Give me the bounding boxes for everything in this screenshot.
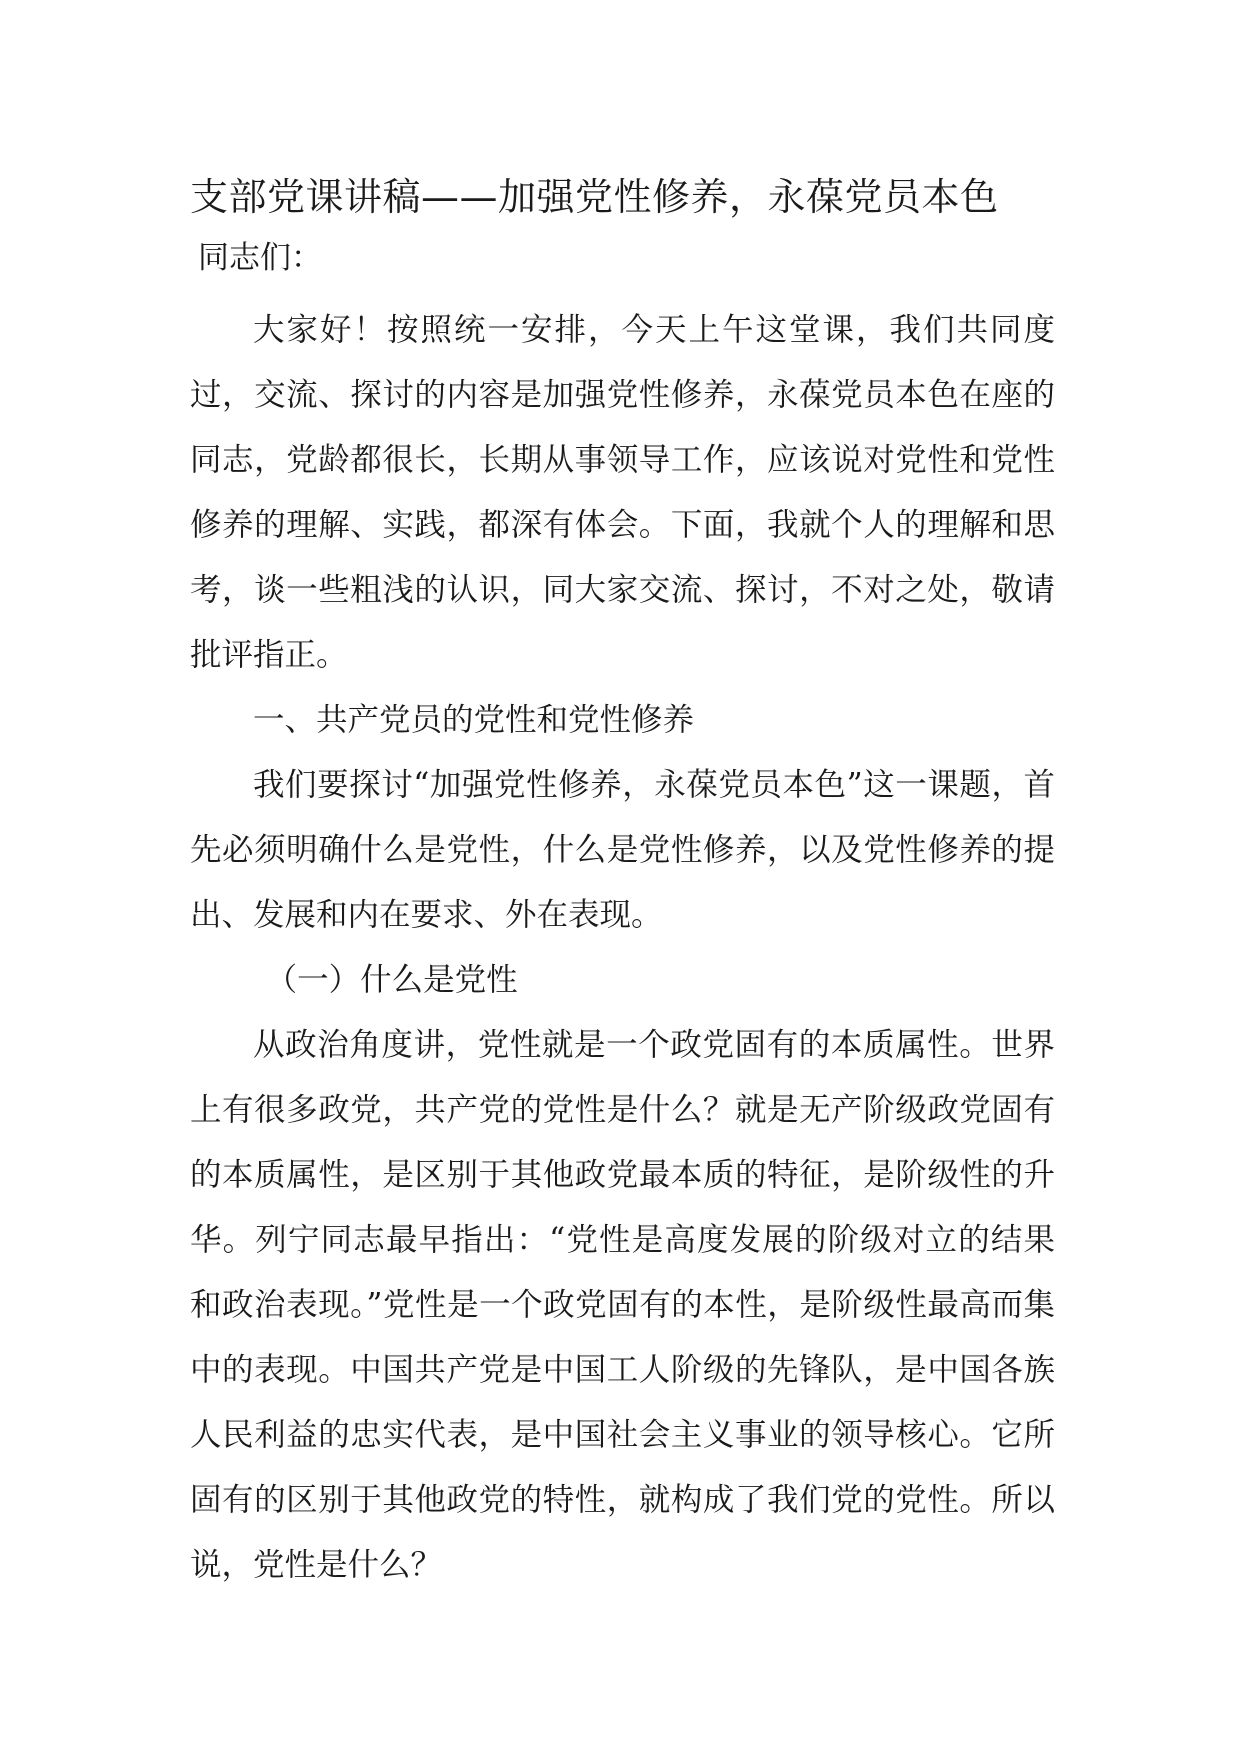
paragraph-subsection-1: 从政治角度讲，党性就是一个政党固有的本质属性。世界上有很多政党，共产党的党性是什么？就是无产阶级政党固有的本质属性，是区别于其他政党最本质的特征，是阶级性的升华。列宁同志最早指出：“党性是高度发展的阶级对立的结果和政治表现。”党性是一个政党固有的本性，是阶级性最高而集中的表现。中国共产党是中国工人阶级的先锋队，是中国各族人民利益的忠实代表，是中国社会主义事业的领导核心。它所固有的区别于其他政党的特性，就构成了我们党的党性。所以说，党性是什么？ bbox=[190, 1027, 1055, 1583]
section-heading-1: 一、共产党员的党性和党性修养 bbox=[253, 702, 695, 738]
salutation: 同志们： bbox=[198, 240, 322, 276]
paragraph-intro: 大家好！按照统一安排，今天上午这堂课，我们共同度过，交流、探讨的内容是加强党性修养，永葆党员本色在座的同志，党龄都很长，长期从事领导工作，应该说对党性和党性修养的理解、实践，都深有体会。下面，我就个人的理解和思考，谈一些粗浅的认识，同大家交流、探讨，不对之处，敬请批评指正。 bbox=[190, 312, 1055, 673]
document-body bbox=[190, 298, 1055, 1598]
paragraph-section-1: 我们要探讨“加强党性修养，永葆党员本色”这一课题，首先必须明确什么是党性，什么是党性修养，以及党性修养的提出、发展和内在要求、外在表现。 bbox=[190, 767, 1055, 933]
document-title: 支部党课讲稿——加强党性修养，永葆党员本色 bbox=[190, 175, 999, 219]
subsection-heading-1: （一）什么是党性 bbox=[265, 962, 518, 998]
